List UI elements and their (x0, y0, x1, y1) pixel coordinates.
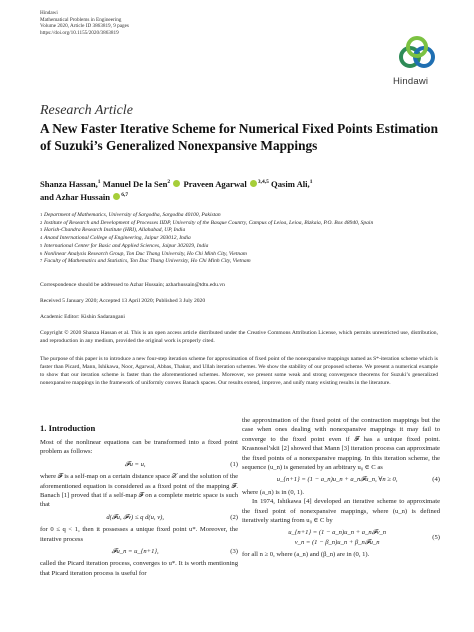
header-doi[interactable]: https://doi.org/10.1155/2020/3863819 (40, 29, 119, 36)
paragraph: called the Picard iteration process, converges to u*. It is worth mentioning that Picard iteration process is useful for (40, 560, 238, 577)
affiliation-item (40, 212, 450, 220)
hindawi-logo-icon (395, 35, 439, 79)
author-name: Praveen Agarwal (183, 179, 247, 189)
section-heading: 1. Introduction (40, 423, 96, 433)
affiliation-text: International Center for Basic and Applied Sciences, Jaipur 302029, India (44, 242, 209, 249)
equation-5 (242, 528, 440, 547)
affiliation-text: Faculty of Mathematics and Statistics, Ton Duc Thang University, Ho Chi Minh City, Vietnam (44, 258, 251, 265)
author-name: Shanza Hassan, (40, 179, 98, 189)
affiliation-number: 4 (40, 235, 43, 241)
paragraph: where 𝓕 is a self-map on a certain distance space 𝒳 and the solution of the aforementioned equation is considered as a fixed point of the mapping 𝓕. Banach [1] proved that if a self-map 𝓕 on a complete metric space is such that (40, 473, 238, 509)
equation-body: d(𝓕u, 𝓕v) ≤ q d(u, v), (106, 513, 164, 521)
author-name: Manuel De la Sen (102, 179, 168, 189)
left-column (40, 438, 238, 578)
equation-number: (2) (230, 513, 238, 521)
orcid-icon[interactable] (113, 193, 120, 200)
affiliations (40, 212, 450, 266)
equation-number: (3) (230, 548, 238, 556)
article-type: Research Article (40, 103, 133, 118)
equation-number: (5) (432, 534, 440, 542)
paragraph: for all n ≥ 0, where (a_n) and (β_n) are in (0, 1). (242, 551, 370, 559)
author-sup: 2 (167, 179, 171, 186)
right-column (242, 416, 440, 560)
equation-2 (40, 513, 238, 522)
equation-4 (242, 475, 440, 484)
affiliation-text: Institute of Research and Development of Processes IIDP, University of the Basque Country, Campus of Leioa, Leioa, Bizkaia, P.O. Box 48940, Spain (44, 219, 374, 226)
author-list (40, 178, 450, 204)
journal-header (40, 10, 129, 36)
orcid-icon[interactable] (250, 180, 257, 187)
author-sup: 1 (97, 179, 101, 186)
affiliation-item (40, 258, 450, 266)
header-volume: Volume 2020, Article ID 3863819, 9 pages (40, 23, 129, 30)
equation-line: u_{n+1} = (1 − a_n)u_n + a_n𝓕v_n (288, 529, 387, 537)
author-sup: 6,7 (121, 192, 129, 199)
affiliation-text: Nonlinear Analysis Research Group, Ton Duc Thang University, Ho Chi Minh City, Vietnam (44, 250, 247, 257)
correspondence: Correspondence should be addressed to Azhar Hussain; azharhussain@tdtu.edu.vn (40, 282, 225, 288)
paragraph: for 0 ≤ q < 1, then it possesses a unique fixed point u*. Moreover, the iterative process (40, 526, 238, 543)
equation-number: (1) (230, 460, 238, 468)
orcid-icon[interactable] (173, 180, 180, 187)
paragraph: In 1974, Ishikawa [4] developed an iterative scheme to approximate the fixed point of nonexpansive mappings, where (u_n) is defined iteratively starting from u₀ ∈ C by (242, 498, 440, 525)
paragraph: Most of the nonlinear equations can be transformed into a fixed point problem as follows: (40, 439, 238, 456)
equation-body: 𝓕u_n = u_{n+1}, (111, 548, 159, 556)
author-name: and Azhar Hussain (40, 192, 111, 202)
author-sup: 1 (309, 179, 313, 186)
affiliation-text: Harish-Chandra Research Institute (HRI), Allahabad, UP, India (44, 227, 186, 234)
equation-1 (40, 460, 238, 469)
equation-body: u_{n+1} = (1 − a_n)u_n + a_n𝓕u_n, ∀n ≥ 0, (276, 476, 398, 484)
logo-text: Hindawi (393, 76, 429, 87)
paragraph: where (a_n) is in (0, 1). (242, 488, 305, 496)
equation-number: (4) (432, 476, 440, 484)
copyright-notice: Copyright © 2020 Shanza Hassan et al. This is an open access article distributed under the Creative Commons Attribution License, which permits unrestricted use, distribution, and reproduction in any medium, provided the original work is properly cited. (40, 330, 438, 344)
academic-editor: Academic Editor: Kishin Sadarangani (40, 314, 125, 320)
affiliation-item (40, 243, 450, 251)
publication-dates: Received 5 January 2020; Accepted 13 April 2020; Published 3 July 2020 (40, 298, 206, 304)
equation-system (242, 528, 432, 547)
affiliation-text: Anand International College of Engineering, Jaipur 303012, India (44, 235, 191, 242)
header-journal: Mathematical Problems in Engineering (40, 16, 122, 23)
author-name: Qasim Ali, (271, 179, 310, 189)
header-publisher: Hindawi (40, 10, 58, 16)
affiliation-number: 1 (40, 212, 43, 217)
equation-3 (40, 547, 238, 556)
affiliation-number: 6 (40, 250, 43, 256)
affiliation-number: 7 (40, 258, 43, 264)
affiliation-number: 5 (40, 242, 43, 248)
abstract: The purpose of this paper is to introduce a new four-step iteration scheme for approximation of fixed point of the nonexpansive mappings named as S*-iteration scheme which is faster than Picard, Mann, Ishikawa, Noor, Agarwal, Abbas, Thakur, and Ullah iteration schemes. We show the stability of our proposed scheme. We present a numerical example to show that our iteration scheme is faster than the aforementioned schemes. Moreover, we present some weak and strong convergence theorems for Suzuki’s generalized nonexpansive mappings in the framework of uniformly convex Banach spaces. Our results extend, improve, and unify many existing results in the literature. (40, 356, 438, 386)
paper-title: A New Faster Iterative Scheme for Numerical Fixed Points Estimation of Suzuki’s Generalized Nonexpansive Mappings (40, 121, 438, 153)
paragraph: the approximation of the fixed point of the contraction mappings but the case when ones dealing with nonexpansive mappings it may fail to converge to the fixed point even if 𝓕 has a unique fixed point. Krasnosel’skii [2] showed that Mann [3] iteration process can approximate the fixed points of a nonexpansive mapping. In this iteration scheme, the sequence (u_n) is generated by an arbitrary u₀ ∈ C as (242, 417, 440, 472)
affiliation-number: 2 (40, 219, 43, 225)
affiliation-item (40, 235, 450, 243)
affiliation-number: 3 (40, 227, 43, 233)
equation-body: 𝓕u = u, (124, 460, 146, 468)
affiliation-text: Department of Mathematics, University of Sargodha, Sargodha 40100, Pakistan (44, 212, 221, 218)
equation-line: v_n = (1 − β_n)u_n + β_n𝓕u_n (294, 538, 380, 546)
affiliation-item (40, 227, 450, 235)
author-sup: 3,4,5 (257, 179, 269, 186)
